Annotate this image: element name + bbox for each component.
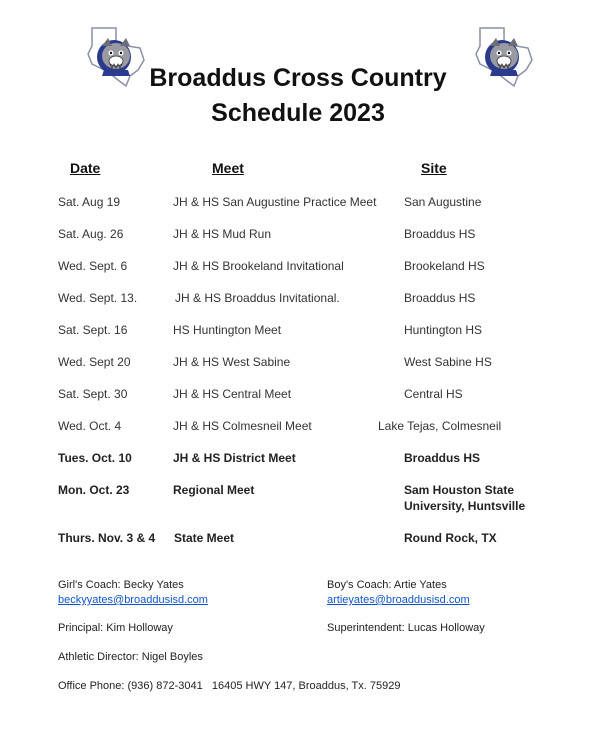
row-date: Wed. Sept 20 <box>58 355 131 369</box>
row-meet: State Meet <box>174 531 235 545</box>
row-site: Sam Houston State <box>404 483 515 497</box>
row-meet: HS Huntington Meet <box>173 323 282 337</box>
date-column-header: Date <box>70 160 101 176</box>
row-meet: JH & HS West Sabine <box>173 355 291 369</box>
row-site: Broaddus HS <box>404 291 476 305</box>
row-site: Broaddus HS <box>404 451 481 465</box>
girls-coach-email-link[interactable]: beckyyates@broaddusisd.com <box>58 594 208 606</box>
boys-coach-email-link[interactable]: artieyates@broaddusisd.com <box>327 594 470 606</box>
office-contact: Office Phone: (936) 872-3041 16405 HWY 147, Broaddus, Tx. 75929 <box>58 680 401 692</box>
row-meet: JH & HS Brookeland Invitational <box>173 259 344 273</box>
page-subtitle: Schedule 2023 <box>211 99 385 127</box>
row-meet: JH & HS Central Meet <box>173 387 292 401</box>
row-meet: JH & HS Broaddus Invitational. <box>175 291 340 305</box>
row-site: Broaddus HS <box>404 227 476 241</box>
row-site-continued: University, Huntsville <box>404 499 526 513</box>
row-site: San Augustine <box>404 195 482 209</box>
row-site: Huntington HS <box>404 323 483 337</box>
row-date: Wed. Oct. 4 <box>58 419 122 433</box>
row-date: Sat. Sept. 30 <box>58 387 128 401</box>
row-date: Thurs. Nov. 3 & 4 <box>58 531 156 545</box>
principal: Principal: Kim Holloway <box>58 622 173 634</box>
row-site: Brookeland HS <box>404 259 485 273</box>
site-column-header: Site <box>421 160 447 176</box>
boys-coach: Boy's Coach: Artie Yates <box>327 579 447 591</box>
row-date: Sat. Aug. 26 <box>58 227 124 241</box>
row-meet: JH & HS District Meet <box>173 451 296 465</box>
meet-column-header: Meet <box>212 160 244 176</box>
superintendent: Superintendent: Lucas Holloway <box>327 622 485 634</box>
athletic-director: Athletic Director: Nigel Boyles <box>58 651 203 663</box>
row-site: Central HS <box>404 387 463 401</box>
row-meet: JH & HS San Augustine Practice Meet <box>173 195 377 209</box>
row-date: Sat. Sept. 16 <box>58 323 128 337</box>
row-site: Round Rock, TX <box>404 531 497 545</box>
row-meet: JH & HS Mud Run <box>173 227 272 241</box>
row-meet: Regional Meet <box>173 483 255 497</box>
row-meet: JH & HS Colmesneil Meet <box>173 419 312 433</box>
row-date: Tues. Oct. 10 <box>58 451 132 465</box>
row-site: Lake Tejas, Colmesneil <box>378 419 502 433</box>
row-date: Wed. Sept. 6 <box>58 259 128 273</box>
girls-coach: Girl's Coach: Becky Yates <box>58 579 184 591</box>
page-title: Broaddus Cross Country <box>149 64 447 92</box>
row-date: Sat. Aug 19 <box>58 195 121 209</box>
row-date: Wed. Sept. 13. <box>58 291 138 305</box>
row-site: West Sabine HS <box>404 355 492 369</box>
row-date: Mon. Oct. 23 <box>58 483 130 497</box>
